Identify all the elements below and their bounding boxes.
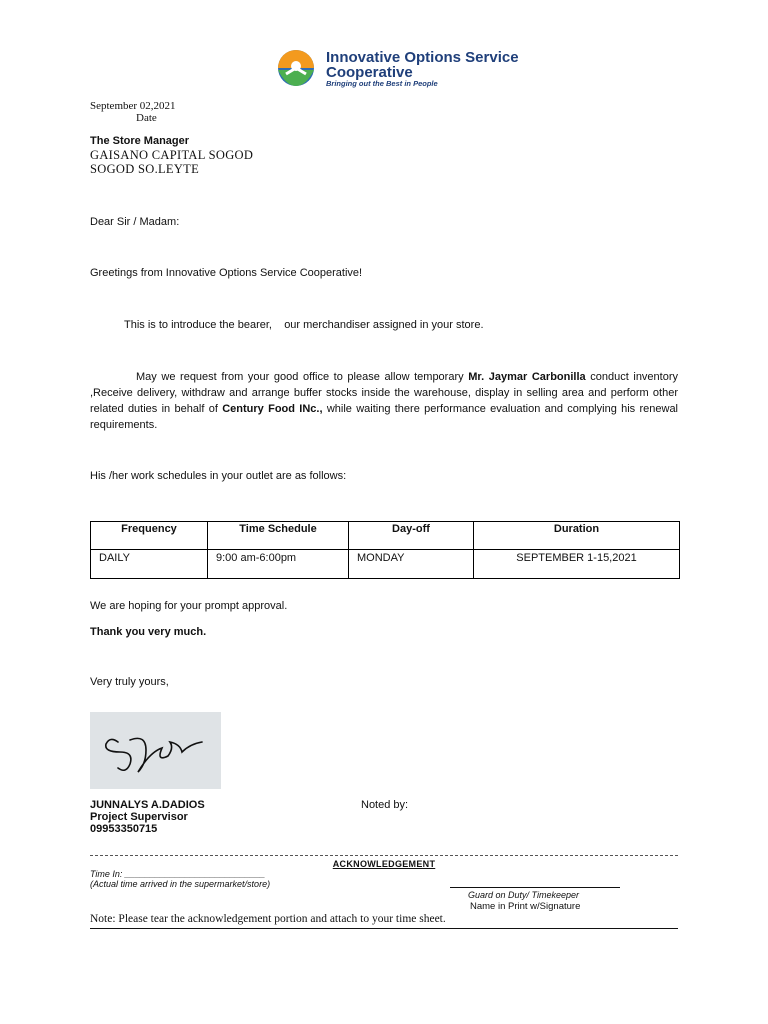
signatory-position: Project Supervisor — [90, 811, 188, 823]
print-label: Name in Print w/Signature — [470, 901, 581, 912]
signature-scribble-icon — [90, 712, 221, 789]
noted-by: Noted by: — [361, 799, 409, 811]
signatory-block — [90, 799, 205, 835]
closing-line2: Thank you very much. — [90, 626, 207, 638]
org-name: Innovative Options Service Cooperative — [326, 49, 519, 81]
recipient-line1: GAISANO CAPITAL SOGOD — [90, 148, 254, 162]
schedule-intro: His /her work schedules in your outlet are as follows: — [90, 470, 347, 482]
valediction: Very truly yours, — [90, 676, 169, 688]
time-in-field: Time In: ____________________________ — [90, 869, 266, 879]
time-in-note: (Actual time arrived in the supermarket/store) — [90, 879, 271, 889]
cooperative-logo-icon — [272, 46, 320, 90]
header-duration: Duration — [474, 522, 680, 550]
signature-image — [90, 712, 221, 789]
client-company: Century Food INc., — [222, 403, 323, 415]
header-time-schedule: Time Schedule — [208, 522, 349, 550]
merchandiser-name: Mr. Jaymar Carbonilla — [468, 371, 586, 383]
cell-frequency: DAILY — [91, 550, 208, 579]
signatory-phone: 09953350715 — [90, 823, 158, 835]
recipient-title: The Store Manager — [90, 135, 190, 147]
tear-line — [90, 855, 678, 856]
note-underline — [90, 928, 678, 929]
acknowledgement-title: ACKNOWLEDGEMENT — [332, 859, 436, 869]
intro-paragraph: This is to introduce the bearer, our merchandiser assigned in your store. — [124, 319, 484, 331]
header-day-off: Day-off — [349, 522, 474, 550]
guard-signature-line — [450, 887, 620, 888]
letter-date: September 02,2021 — [90, 100, 176, 112]
recipient-line2: SOGOD SO.LEYTE — [90, 162, 200, 176]
cell-day-off: MONDAY — [349, 550, 474, 579]
greeting: Greetings from Innovative Options Service Cooperative! — [90, 267, 363, 279]
schedule-table — [90, 521, 680, 579]
closing-line1: We are hoping for your prompt approval. — [90, 600, 288, 612]
salutation: Dear Sir / Madam: — [90, 216, 180, 228]
cell-time-schedule: 9:00 am-6:00pm — [208, 550, 349, 579]
cell-duration: SEPTEMBER 1-15,2021 — [474, 550, 680, 579]
table-header-row — [91, 522, 680, 550]
org-tagline: Bringing out the Best in People — [326, 79, 438, 88]
signatory-name: JUNNALYS A.DADIOS — [90, 799, 205, 811]
header-frequency: Frequency — [91, 522, 208, 550]
guard-label: Guard on Duty/ Timekeeper — [468, 890, 579, 900]
tear-note: Note: Please tear the acknowledgement portion and attach to your time sheet. — [90, 913, 446, 925]
table-row — [91, 550, 680, 579]
request-paragraph: May we request from your good office to please allow temporary Mr. Jaymar Carbonilla conduct inventory ,Receive delivery, withdraw and arrange buffer stocks inside the warehouse, display in selling area and perform other related duties in behalf of Century Food INc., while waiting there performance evaluation and complying his renewal requirements. — [90, 371, 679, 431]
date-label: Date — [136, 112, 157, 124]
